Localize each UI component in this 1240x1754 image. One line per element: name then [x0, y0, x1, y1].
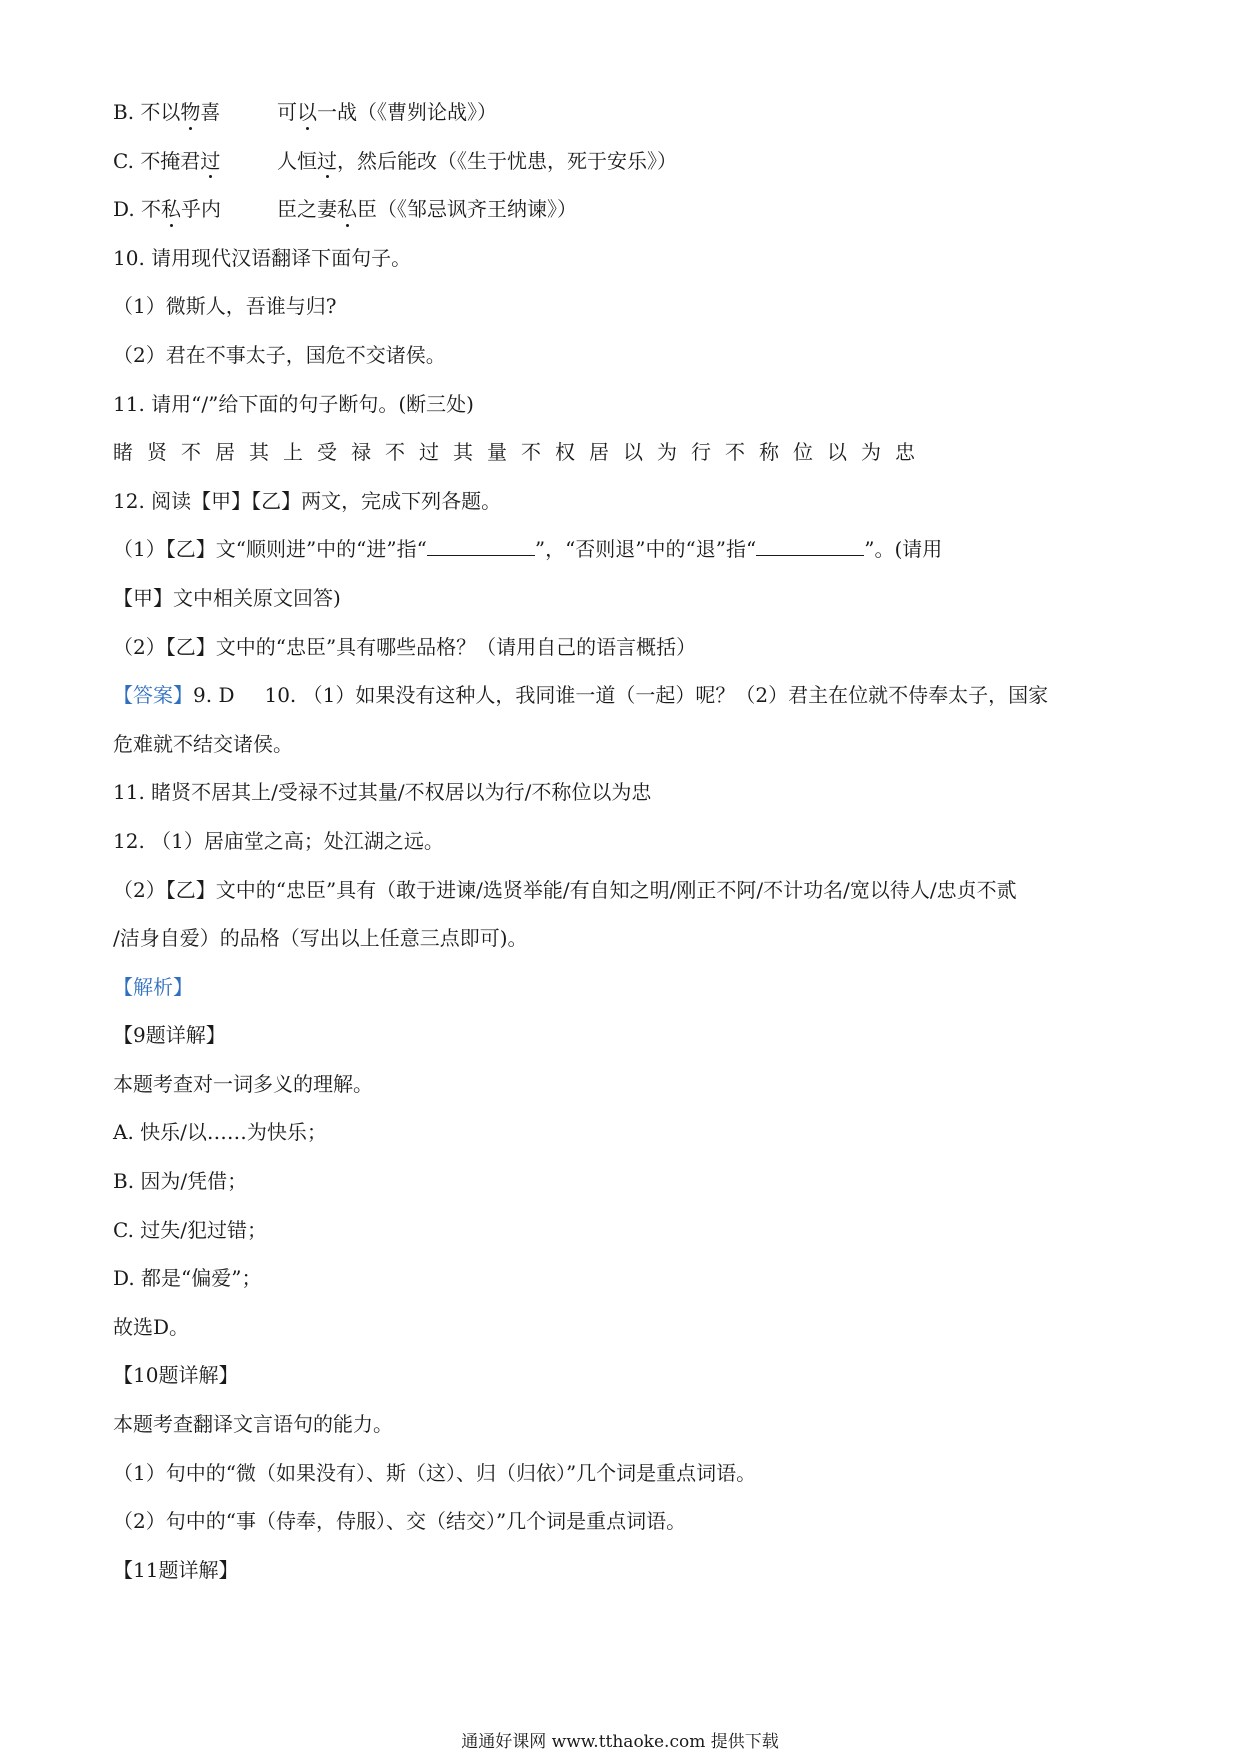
- analysis-tag: 【解析】: [113, 974, 193, 999]
- q9-detail-a: A. 快乐/以……为快乐；: [113, 1120, 327, 1145]
- question-12-part-1-cont: 【甲】文中相关原文回答): [113, 585, 341, 610]
- q10-detail-intro: 本题考查翻译文言语句的能力。: [113, 1412, 393, 1437]
- answer-blank: [427, 537, 535, 556]
- q11-detail-heading: 【11题详解】: [113, 1557, 239, 1582]
- question-10-sentence-2: （2）君在不事太子，国危不交诸侯。: [113, 342, 446, 367]
- emphasis-dot-word: 过: [317, 137, 337, 186]
- question-10-sentence-1: （1）微斯人，吾谁与归?: [113, 294, 337, 319]
- answer-line-3: 11. 睹贤不居其上/受禄不过其量/不权居以为行/不称位以为忠: [113, 780, 652, 805]
- page-footer: 通通好课网 www.tthaoke.com 提供下载: [461, 1732, 779, 1752]
- q9-detail-b: B. 因为/凭借；: [113, 1169, 248, 1194]
- answer-tag: 【答案】: [113, 683, 193, 708]
- answer-blank: [756, 537, 864, 556]
- document-body: [113, 88, 1133, 1594]
- emphasis-dot-word: 私: [337, 185, 357, 234]
- question-12-stem: 12. 阅读【甲】【乙】两文，完成下列各题。: [113, 488, 502, 513]
- answer-line-2: 危难就不结交诸侯。: [113, 731, 293, 756]
- q10-detail-heading: 【10题详解】: [113, 1363, 239, 1388]
- option-b: B. 不以物喜 可以一战（《曹刿论战》）: [113, 88, 1133, 137]
- option-d: D. 不私乎内 臣之妻私臣（《邹忌讽齐王纳谏》）: [113, 185, 1133, 234]
- question-11-stem: 11. 请用“/”给下面的句子断句。(断三处): [113, 391, 474, 416]
- question-12-part-1: （1）【乙】文“顺则进”中的“进”指“ ”，“否则退”中的“退”指“ ”。(请用: [113, 537, 943, 562]
- option-c: C. 不掩君过 人恒过，然后能改（《生于忧患，死于安乐》）: [113, 137, 1133, 186]
- q9-detail-d: D. 都是“偏爱”；: [113, 1266, 262, 1291]
- question-10-stem: 10. 请用现代汉语翻译下面句子。: [113, 245, 412, 270]
- question-12-part-2: （2）【乙】文中的“忠臣”具有哪些品格？（请用自己的语言概括）: [113, 634, 697, 659]
- question-11-sentence: 睹贤不居其上受禄不过其量不权居以为行不称位以为忠: [113, 440, 929, 465]
- answer-line-4: 12. （1）居庙堂之高；处江湖之远。: [113, 828, 444, 853]
- answer-line-1: 【答案】9. D 10. （1）如果没有这种人，我同谁一道（一起）呢？（2）君主在位就不侍奉太子，国家: [113, 683, 1049, 708]
- q10-detail-2: （2）句中的“事（侍奉，侍服）、交（结交）”几个词是重点词语。: [113, 1509, 687, 1534]
- q9-detail-conclusion: 故选D。: [113, 1314, 190, 1339]
- q9-detail-heading: 【9题详解】: [113, 1023, 226, 1048]
- emphasis-dot-word: 以: [297, 88, 317, 137]
- answer-line-5: （2）【乙】文中的“忠臣”具有（敢于进谏/选贤举能/有自知之明/刚正不阿/不计功名/宽以待人/忠贞不贰: [113, 877, 1017, 902]
- q10-detail-1: （1）句中的“微（如果没有）、斯（这）、归（归依）”几个词是重点词语。: [113, 1460, 757, 1485]
- emphasis-dot-word: 过: [200, 137, 220, 186]
- q9-detail-c: C. 过失/犯过错；: [113, 1217, 268, 1242]
- emphasis-dot-word: 物: [180, 88, 200, 137]
- answer-line-6: /洁身自爱）的品格（写出以上任意三点即可)。: [113, 926, 528, 951]
- q9-detail-intro: 本题考查对一词多义的理解。: [113, 1071, 373, 1096]
- emphasis-dot-word: 私: [161, 185, 181, 234]
